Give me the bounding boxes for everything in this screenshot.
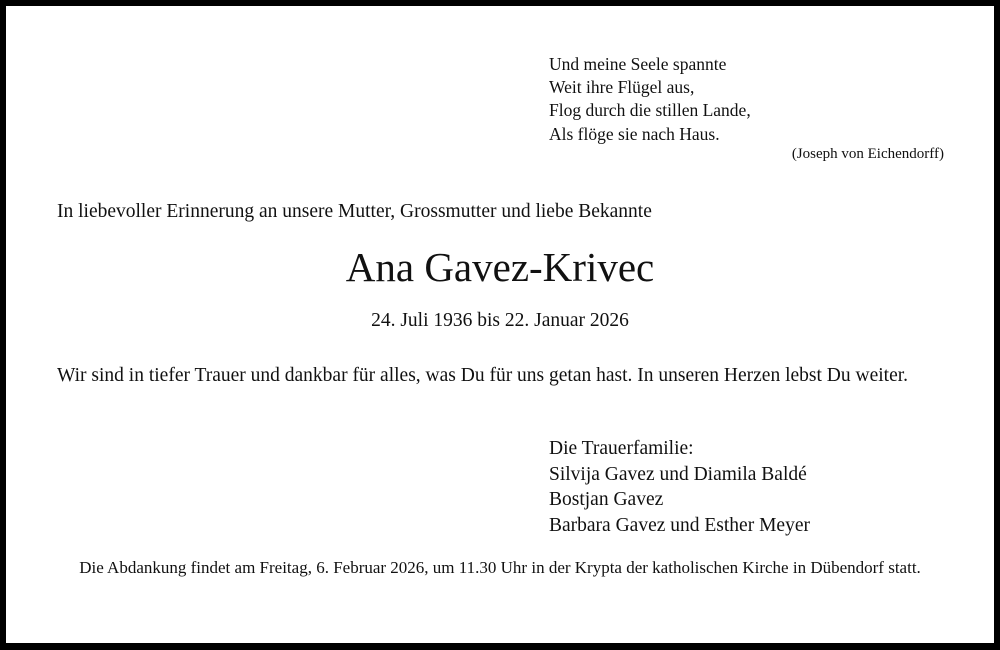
life-dates: 24. Juli 1936 bis 22. Januar 2026 [371, 310, 629, 331]
poem-line: Flog durch die stillen Lande, [549, 100, 751, 121]
poem [549, 53, 751, 146]
ceremony-info: Die Abdankung findet am Freitag, 6. Februar 2026, um 11.30 Uhr in der Krypta der katholischen Kirche in Dübendorf statt. [79, 558, 921, 577]
deceased-name: Ana Gavez-Krivec [345, 244, 655, 290]
family-member: Bostjan Gavez [549, 489, 664, 510]
family-member: Barbara Gavez und Esther Meyer [549, 514, 810, 536]
mourning-message: Wir sind in tiefer Trauer und dankbar für alles, was Du für uns getan hast. In unseren Herzen lebst Du weiter. [57, 365, 909, 386]
poem-line: Und meine Seele spannte [549, 54, 727, 74]
poem-line: Als flöge sie nach Haus. [549, 123, 720, 144]
intro-text: In liebevoller Erinnerung an unsere Mutter, Grossmutter und liebe Bekannte [57, 201, 652, 222]
poem-line: Weit ihre Flügel aus, [549, 77, 695, 98]
family-member: Silvija Gavez und Diamila Baldé [549, 463, 807, 485]
poem-author: (Joseph von Eichendorff) [791, 146, 944, 162]
family-heading: Die Trauerfamilie: [549, 438, 694, 459]
family-signature [549, 436, 810, 538]
